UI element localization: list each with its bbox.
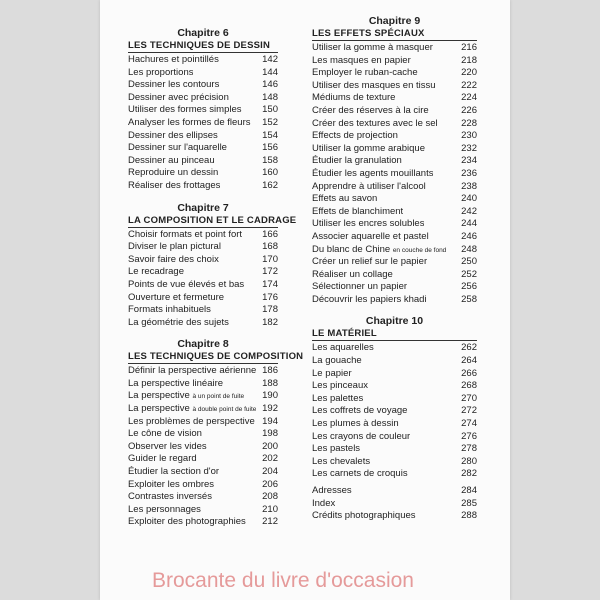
toc-entry <box>312 355 477 368</box>
toc-entry <box>312 256 477 269</box>
toc-entry-page: 272 <box>461 405 477 417</box>
watermark: Brocante du livre d'occasion <box>152 569 414 592</box>
toc-entry-label: Les pinceaux <box>312 380 368 392</box>
toc-entry <box>312 67 477 80</box>
toc-entry <box>128 441 278 454</box>
toc-entry <box>128 479 278 492</box>
toc-entry-label: Le recadrage <box>128 266 184 278</box>
chapter-6-block <box>128 26 278 193</box>
toc-entry-page: 172 <box>262 266 278 278</box>
toc-entry-page: 150 <box>262 104 278 116</box>
toc-entry-label: Étudier la section d'or <box>128 466 220 478</box>
chapter-10-block <box>312 314 477 481</box>
toc-entry-page: 278 <box>461 443 477 455</box>
toc-entry-page: 282 <box>461 468 477 480</box>
toc-entry-page: 222 <box>461 79 477 91</box>
toc-entry <box>312 368 477 381</box>
toc-entry-page: 194 <box>262 415 278 427</box>
chapter-9-title: LES EFFETS SPÉCIAUX <box>312 28 477 41</box>
toc-entry <box>312 510 477 523</box>
toc-entry-label: Les carnets de croquis <box>312 468 408 480</box>
chapter-9-entries <box>312 42 477 306</box>
toc-entry <box>312 143 477 156</box>
toc-entry-page: 186 <box>262 365 278 377</box>
toc-entry-label: Exploiter les ombres <box>128 478 215 490</box>
toc-entry-page: 204 <box>262 466 278 478</box>
toc-entry-page: 270 <box>461 392 477 404</box>
toc-entry-page: 190 <box>262 390 278 402</box>
toc-entry-page: 246 <box>461 230 477 242</box>
toc-entry-label: Définir la perspective aérienne <box>128 365 257 377</box>
toc-entry <box>312 498 477 511</box>
toc-entry-label: Adresses <box>312 485 352 496</box>
toc-entry-label: Formats inhabituels <box>128 304 211 316</box>
toc-entry-label: Découvrir les papiers khadi <box>312 293 427 305</box>
toc-entry-page: 230 <box>461 130 477 142</box>
chapter-8-title: LES TECHNIQUES DE COMPOSITION <box>128 351 304 363</box>
toc-entry-label: Hachures et pointillés <box>128 54 219 65</box>
toc-entry-page: 170 <box>262 253 278 265</box>
toc-entry <box>128 142 278 155</box>
toc-entry-page: 240 <box>461 193 477 205</box>
toc-entry-page: 168 <box>262 241 278 253</box>
toc-entry <box>128 378 278 391</box>
toc-entry-page: 206 <box>262 478 278 490</box>
toc-entry-page: 226 <box>461 104 477 116</box>
toc-entry-label: Ouverture et fermeture <box>128 291 225 303</box>
chapter-10-entries <box>312 342 477 481</box>
toc-entry-label: Effets au savon <box>312 193 378 205</box>
toc-entry-page: 236 <box>461 167 477 179</box>
toc-entry-label: Points de vue élevés et bas <box>128 278 245 290</box>
toc-entry-label: Apprendre à utiliser l'alcool <box>312 180 426 192</box>
toc-entry-label: Utiliser des masques en tissu <box>312 79 436 91</box>
toc-entry <box>128 79 278 92</box>
toc-entry-page: 264 <box>461 355 477 367</box>
toc-entry <box>128 130 278 143</box>
toc-left-column <box>128 26 304 529</box>
toc-entry-page: 258 <box>461 293 477 305</box>
toc-entry-page: 238 <box>461 180 477 192</box>
toc-entry-page: 250 <box>461 256 477 268</box>
toc-entry-page: 176 <box>262 291 278 303</box>
toc-entry <box>128 279 278 292</box>
toc-entry <box>128 403 278 416</box>
toc-entry <box>128 167 278 180</box>
chapter-9-heading: Chapitre 9 <box>368 15 421 27</box>
toc-entry <box>128 67 278 80</box>
toc-entry-page: 256 <box>461 281 477 293</box>
toc-entry-page: 160 <box>262 167 278 179</box>
chapter-7-block <box>128 201 297 330</box>
toc-entry <box>128 292 278 305</box>
toc-entry <box>312 92 477 105</box>
toc-entry-page: 178 <box>262 304 278 316</box>
toc-entry-label: Sélectionner un papier <box>312 281 408 293</box>
toc-entry <box>312 105 477 118</box>
toc-entry <box>128 504 278 517</box>
toc-entry-page: 202 <box>262 453 278 465</box>
toc-entry <box>312 342 477 355</box>
toc-entry <box>128 266 278 279</box>
toc-entry-label: Les proportions <box>128 66 194 78</box>
toc-entry-page: 192 <box>262 403 278 415</box>
toc-entry <box>312 485 477 498</box>
chapter-8-entries <box>128 365 278 529</box>
toc-entry-page: 144 <box>262 66 278 78</box>
toc-entry <box>312 456 477 469</box>
toc-entry-page: 152 <box>262 116 278 128</box>
toc-entry-page: 248 <box>461 243 477 255</box>
toc-entry-page: 142 <box>262 54 278 65</box>
toc-entry-label: Effets de blanchiment <box>312 205 404 217</box>
toc-entry-page: 285 <box>461 497 477 509</box>
toc-entry-page: 216 <box>461 42 477 53</box>
toc-entry-label: Index <box>312 497 336 509</box>
toc-entry <box>128 254 278 267</box>
toc-entry-label: Associer aquarelle et pastel <box>312 230 429 242</box>
toc-entry-page: 242 <box>461 205 477 217</box>
toc-entry-page: 244 <box>461 218 477 230</box>
toc-entry-page: 274 <box>461 418 477 430</box>
toc-entry-label: Étudier la granulation <box>312 155 402 167</box>
toc-entry-label: Médiums de texture <box>312 92 396 104</box>
toc-entry-label: Le papier <box>312 367 352 379</box>
toc-entry <box>312 155 477 168</box>
toc-entry <box>312 443 477 456</box>
toc-entry-page: 162 <box>262 179 278 191</box>
toc-entry-page: 262 <box>461 342 477 354</box>
toc-entry-label: Le cône de vision <box>128 428 202 440</box>
toc-entry-page: 268 <box>461 380 477 392</box>
toc-entry-label: La gouache <box>312 355 362 367</box>
toc-entry-label: Les personnages <box>128 503 201 515</box>
toc-entry-label: Choisir formats et point fort <box>128 228 243 240</box>
toc-entry <box>312 80 477 93</box>
toc-entry <box>128 180 278 193</box>
toc-entry <box>312 431 477 444</box>
toc-entry-label: Utiliser la gomme à masquer <box>312 42 433 53</box>
toc-entry-page: 174 <box>262 278 278 290</box>
toc-entry-label: Guider le regard <box>128 453 197 465</box>
toc-entry-page: 228 <box>461 117 477 129</box>
toc-entry-label: Observer les vides <box>128 440 207 452</box>
toc-entry <box>128 54 278 67</box>
chapter-7-entries <box>128 229 278 330</box>
chapter-9-block <box>312 14 477 306</box>
toc-entry <box>312 269 477 282</box>
toc-entry <box>128 229 278 242</box>
toc-entry-label: Utiliser les encres solubles <box>312 218 425 230</box>
toc-entry <box>312 393 477 406</box>
toc-entry-label: Utiliser la gomme arabique <box>312 142 425 154</box>
toc-entry-label: Diviser le plan pictural <box>128 241 221 253</box>
toc-entry <box>128 466 278 479</box>
chapter-10-title: LE MATÉRIEL <box>312 328 477 341</box>
toc-entry <box>128 365 278 378</box>
toc-entry-label: Dessiner sur l'aquarelle <box>128 142 227 154</box>
toc-entry-page: 200 <box>262 440 278 452</box>
toc-entry <box>312 181 477 194</box>
toc-entry <box>312 168 477 181</box>
toc-entry-label: Dessiner des ellipses <box>128 129 218 141</box>
toc-entry-page: 146 <box>262 79 278 91</box>
toc-entry <box>312 206 477 219</box>
toc-entry-page: 280 <box>461 455 477 467</box>
chapter-6-title: LES TECHNIQUES DE DESSIN <box>128 40 278 53</box>
toc-entry-page: 148 <box>262 91 278 103</box>
toc-entry-label: Exploiter des photographies <box>128 516 246 528</box>
toc-entry-label: Créer des textures avec le sel <box>312 117 438 129</box>
toc-entry-page: 154 <box>262 129 278 141</box>
chapter-8-block <box>128 337 304 529</box>
toc-entry-page: 288 <box>461 510 477 522</box>
toc-entry-label: Réaliser un collage <box>312 268 393 280</box>
toc-entry-label-small: en couche de fond <box>392 246 447 254</box>
toc-entry-label: Les pastels <box>312 443 361 455</box>
toc-entry <box>312 468 477 481</box>
toc-entry <box>128 428 278 441</box>
toc-entry-page: 182 <box>262 316 278 328</box>
toc-entry <box>312 55 477 68</box>
toc-entry <box>312 218 477 231</box>
toc-entry <box>312 118 477 131</box>
toc-entry-page: 252 <box>461 268 477 280</box>
toc-entry <box>128 104 278 117</box>
toc-entry-label: La perspective à double point de fuite <box>128 403 257 415</box>
toc-entry-label: Les aquarelles <box>312 342 374 354</box>
toc-entry-label: Les palettes <box>312 392 364 404</box>
toc-entry <box>312 405 477 418</box>
chapter-7-title: LA COMPOSITION ET LE CADRAGE <box>128 214 297 226</box>
toc-entry-page: 208 <box>262 491 278 503</box>
toc-entry-page: 224 <box>461 92 477 104</box>
toc-entry <box>128 304 278 317</box>
toc-entry-label: La géométrie des sujets <box>128 316 229 328</box>
toc-entry <box>312 231 477 244</box>
toc-entry-page: 158 <box>262 154 278 166</box>
toc-entry-label: Utiliser des formes simples <box>128 104 242 116</box>
toc-entry-label: Étudier les agents mouillants <box>312 167 434 179</box>
toc-entry-label: Contrastes inversés <box>128 491 212 503</box>
toc-entry-label: Les coffrets de voyage <box>312 405 408 417</box>
chapter-6-entries <box>128 54 278 193</box>
toc-entry-label-small: à un point de fuite <box>192 393 245 401</box>
appendix-entries <box>312 485 477 523</box>
chapter-10-heading: Chapitre 10 <box>365 315 424 328</box>
chapter-8-heading: Chapitre 8 <box>177 338 229 351</box>
toc-entry <box>312 294 477 307</box>
toc-entry <box>312 281 477 294</box>
toc-entry <box>128 390 278 403</box>
toc-entry-page: 198 <box>262 428 278 440</box>
toc-entry-page: 188 <box>262 377 278 389</box>
toc-entry-label: Dessiner les contours <box>128 79 220 91</box>
toc-entry-label: Effects de projection <box>312 130 398 142</box>
toc-entry-label-small: à double point de fuite <box>192 406 257 414</box>
toc-entry-label: La perspective à un point de fuite <box>128 390 245 402</box>
toc-entry <box>312 244 477 257</box>
toc-entry <box>128 241 278 254</box>
toc-entry-label: Les crayons de couleur <box>312 430 411 442</box>
toc-entry-label: Dessiner au pinceau <box>128 154 215 166</box>
toc-entry <box>128 491 278 504</box>
toc-entry <box>312 380 477 393</box>
toc-entry-page: 166 <box>262 228 278 240</box>
toc-entry-label: La perspective linéaire <box>128 377 224 389</box>
toc-entry-label: Les chevalets <box>312 455 371 467</box>
toc-entry-label: Créer des réserves à la cire <box>312 104 429 116</box>
toc-entry <box>312 130 477 143</box>
toc-entry-page: 284 <box>461 485 477 496</box>
toc-entry-label: Reproduire un dessin <box>128 167 219 179</box>
toc-entry-page: 156 <box>262 142 278 154</box>
toc-entry-page: 212 <box>262 516 278 528</box>
toc-entry-label: Analyser les formes de fleurs <box>128 116 251 128</box>
toc-entry-label: Les problèmes de perspective <box>128 415 255 427</box>
toc-entry-label: Réaliser des frottages <box>128 179 221 191</box>
toc-entry-label: Savoir faire des choix <box>128 253 219 265</box>
toc-entry-page: 234 <box>461 155 477 167</box>
toc-entry-page: 220 <box>461 67 477 79</box>
toc-entry <box>128 117 278 130</box>
toc-entry-label: Les plumes à dessin <box>312 418 399 430</box>
toc-entry <box>128 416 278 429</box>
toc-entry-label: Les masques en papier <box>312 54 411 66</box>
toc-entry-page: 266 <box>461 367 477 379</box>
toc-entry-label: Du blanc de Chine en couche de fond <box>312 243 447 255</box>
toc-entry <box>312 193 477 206</box>
toc-entry-page: 232 <box>461 142 477 154</box>
toc-entry <box>312 42 477 55</box>
chapter-6-heading: Chapitre 6 <box>177 27 229 39</box>
toc-entry-label: Crédits photographiques <box>312 510 416 522</box>
toc-entry-page: 210 <box>262 503 278 515</box>
toc-entry <box>128 317 278 330</box>
toc-entry-page: 276 <box>461 430 477 442</box>
chapter-7-heading: Chapitre 7 <box>177 201 229 214</box>
toc-right-column <box>312 14 477 523</box>
toc-entry <box>312 418 477 431</box>
toc-entry <box>128 453 278 466</box>
toc-entry-label: Employer le ruban-cache <box>312 67 418 79</box>
toc-entry <box>128 516 278 529</box>
toc-entry-page: 218 <box>461 54 477 66</box>
toc-entry <box>128 155 278 168</box>
toc-entry-label: Dessiner avec précision <box>128 91 229 103</box>
toc-entry-label: Créer un relief sur le papier <box>312 256 428 268</box>
toc-entry <box>128 92 278 105</box>
